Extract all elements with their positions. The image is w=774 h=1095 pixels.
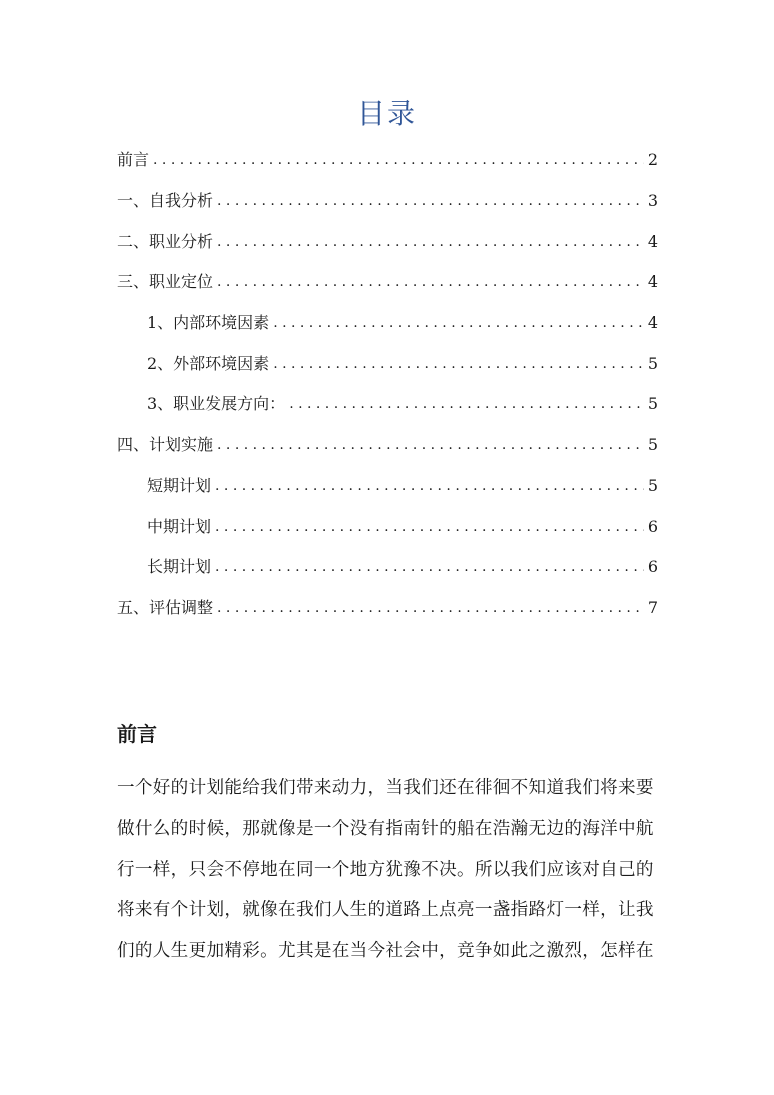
paragraph-line: 做什么的时候，那就像是一个没有指南针的船在浩瀚无边的海洋中航 xyxy=(117,818,654,839)
toc-entry-page: 5 xyxy=(647,353,658,373)
toc-leader-dots xyxy=(217,272,644,292)
toc-leader-dots xyxy=(215,476,644,496)
toc-subentry[interactable] xyxy=(117,343,658,384)
toc-leader-dots xyxy=(217,232,644,252)
toc-entry-label: 二、职业分析 xyxy=(117,231,214,251)
toc-leader-dots xyxy=(153,150,644,170)
toc-entry-page: 5 xyxy=(647,394,658,414)
toc-entry[interactable] xyxy=(117,221,658,262)
toc-subentry[interactable] xyxy=(117,506,658,547)
toc-subentry[interactable] xyxy=(117,547,658,588)
toc-subentry[interactable] xyxy=(117,303,658,344)
toc-leader-dots xyxy=(217,435,644,455)
toc-entry-page: 5 xyxy=(647,435,658,455)
toc-entry[interactable] xyxy=(117,588,658,629)
toc-entry-label: 四、计划实施 xyxy=(117,435,214,455)
toc-entry-label: 长期计划 xyxy=(147,557,212,577)
toc-leader-dots xyxy=(215,557,644,577)
toc-entry[interactable] xyxy=(117,425,658,466)
toc-leader-dots xyxy=(273,354,644,374)
body-paragraph xyxy=(117,776,658,980)
toc-entry-page: 6 xyxy=(647,516,658,536)
toc-entry-label: 短期计划 xyxy=(147,475,212,495)
toc-entry-label: 五、评估调整 xyxy=(117,597,214,617)
table-of-contents xyxy=(117,140,658,628)
toc-entry-label: 一、自我分析 xyxy=(117,191,214,211)
toc-entry-label: 三、职业定位 xyxy=(117,272,214,292)
toc-entry-label: 2、外部环境因素 xyxy=(147,353,270,373)
toc-entry-page: 2 xyxy=(647,150,658,170)
section-heading: 前言 xyxy=(117,722,157,746)
toc-leader-dots xyxy=(217,598,644,618)
toc-entry-page: 6 xyxy=(647,557,658,577)
toc-subentry[interactable] xyxy=(117,466,658,507)
toc-entry[interactable] xyxy=(117,262,658,303)
toc-leader-dots xyxy=(289,394,644,414)
toc-leader-dots xyxy=(217,191,644,211)
toc-entry-label: 中期计划 xyxy=(147,516,212,536)
toc-entry-label: 前言 xyxy=(117,150,150,170)
toc-entry-page: 5 xyxy=(647,475,658,495)
toc-title: 目录 xyxy=(356,97,417,130)
toc-entry-label: 3、职业发展方向： xyxy=(147,394,286,414)
toc-entry-page: 4 xyxy=(647,272,658,292)
toc-entry-page: 7 xyxy=(647,597,658,617)
toc-entry-page: 4 xyxy=(647,313,658,333)
toc-entry[interactable] xyxy=(117,181,658,222)
toc-entry-label: 1、内部环境因素 xyxy=(147,313,270,333)
toc-entry[interactable] xyxy=(117,140,658,181)
paragraph-line: 一个好的计划能给我们带来动力，当我们还在徘徊不知道我们将来要 xyxy=(117,778,654,798)
toc-entry-page: 4 xyxy=(647,231,658,251)
toc-subentry[interactable] xyxy=(117,384,658,425)
paragraph-line: 将来有个计划，就像在我们人生的道路上点亮一盏指路灯一样，让我 xyxy=(117,900,654,921)
toc-entry-page: 3 xyxy=(647,191,658,211)
paragraph-line: 行一样，只会不停地在同一个地方犹豫不决。所以我们应该对自己的 xyxy=(117,859,654,880)
paragraph-line: 们的人生更加精彩。尤其是在当今社会中，竞争如此之激烈，怎样在 xyxy=(117,941,654,962)
toc-leader-dots xyxy=(273,313,644,333)
toc-leader-dots xyxy=(215,517,644,537)
